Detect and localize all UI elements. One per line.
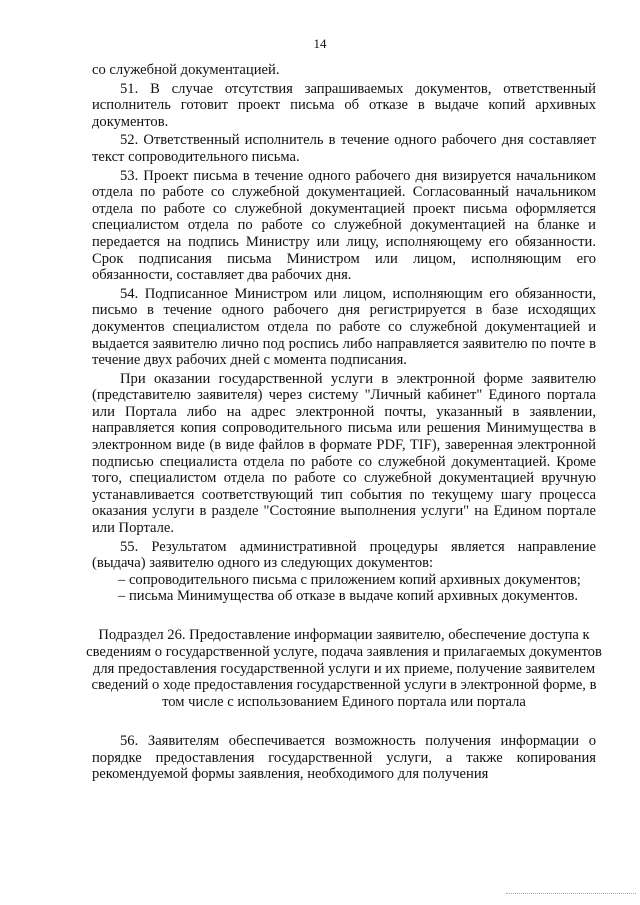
section-heading: Подраздел 26. Предоставление информации заявителю, обеспечение доступа к сведениям о государственной услуге, подача заявления и прилагаемых документов для предоставления государственной услуги и их приеме, получение заявителем сведений о ходе предоставления государственной услуги в электронной форме, в том числе с использованием Единого портала или портала bbox=[86, 627, 602, 711]
paragraph-51: 51. В случае отсутствия запрашиваемых документов, ответственный исполнитель готовит проект письма об отказе в выдаче копий архивных документов. bbox=[92, 80, 596, 130]
page-number: 14 bbox=[313, 36, 327, 51]
list-item: – сопроводительного письма с приложением копий архивных документов; bbox=[118, 571, 581, 588]
paragraph-52: 52. Ответственный исполнитель в течение одного рабочего дня составляет текст сопроводительного письма. bbox=[92, 132, 596, 165]
document-body bbox=[86, 62, 602, 783]
paragraph-continuation: со служебной документацией. bbox=[92, 62, 280, 78]
paragraph-55: 55. Результатом административной процедуры является направление (выдача) заявителю одного из следующих документов: bbox=[92, 538, 596, 572]
footer-dotted-line bbox=[506, 893, 636, 897]
paragraph-56: 56. Заявителям обеспечивается возможность получения информации о порядке предоставления государственной услуги, а также копирования рекомендуемой формы заявления, необходимого для получения bbox=[92, 732, 596, 783]
paragraph-54: 54. Подписанное Министром или лицом, исполняющим его обязанности, письмо в течение одного рабочего дня регистрируется в базе исходящих документов специалистом отдела по работе со служебной документацией и выдается заявителю лично под роспись либо направляется заявителю по почте в течение двух рабочих дней с момента подписания. bbox=[92, 285, 596, 369]
paragraph-electronic-form: При оказании государственной услуги в электронной форме заявителю (представителю заявителя) через систему "Личный кабинет" Единого портала или Портала либо на адрес электронной почты, указанный в заявлении, направляется копия сопроводительного письма или решения Минимущества в электронном виде (в виде файлов в формате PDF, TIF), заверенная электронной подписью специалиста отдела по работе со служебной документацией. Кроме того, специалистом отдела по работе со служебной документацией вручную устанавливается соответствующий тип события по текущему шагу процесса оказания услуги в разделе "Состояние выполнения услуги" на Едином портале или Портале. bbox=[92, 370, 596, 537]
list-item: – письма Минимущества об отказе в выдаче копий архивных документов. bbox=[118, 588, 579, 605]
paragraph-53: 53. Проект письма в течение одного рабочего дня визируется начальником отдела по работе со служебной документацией. Согласованный начальником отдела по работе со служебной документацией проект письма оформляется специалистом отдела по работе со служебной документацией на бланке и передается на подпись Министру или лицу, исполняющему его обязанности. Срок подписания письма Министром или лицом, исполняющим его обязанности, составляет два рабочих дня. bbox=[92, 167, 596, 284]
